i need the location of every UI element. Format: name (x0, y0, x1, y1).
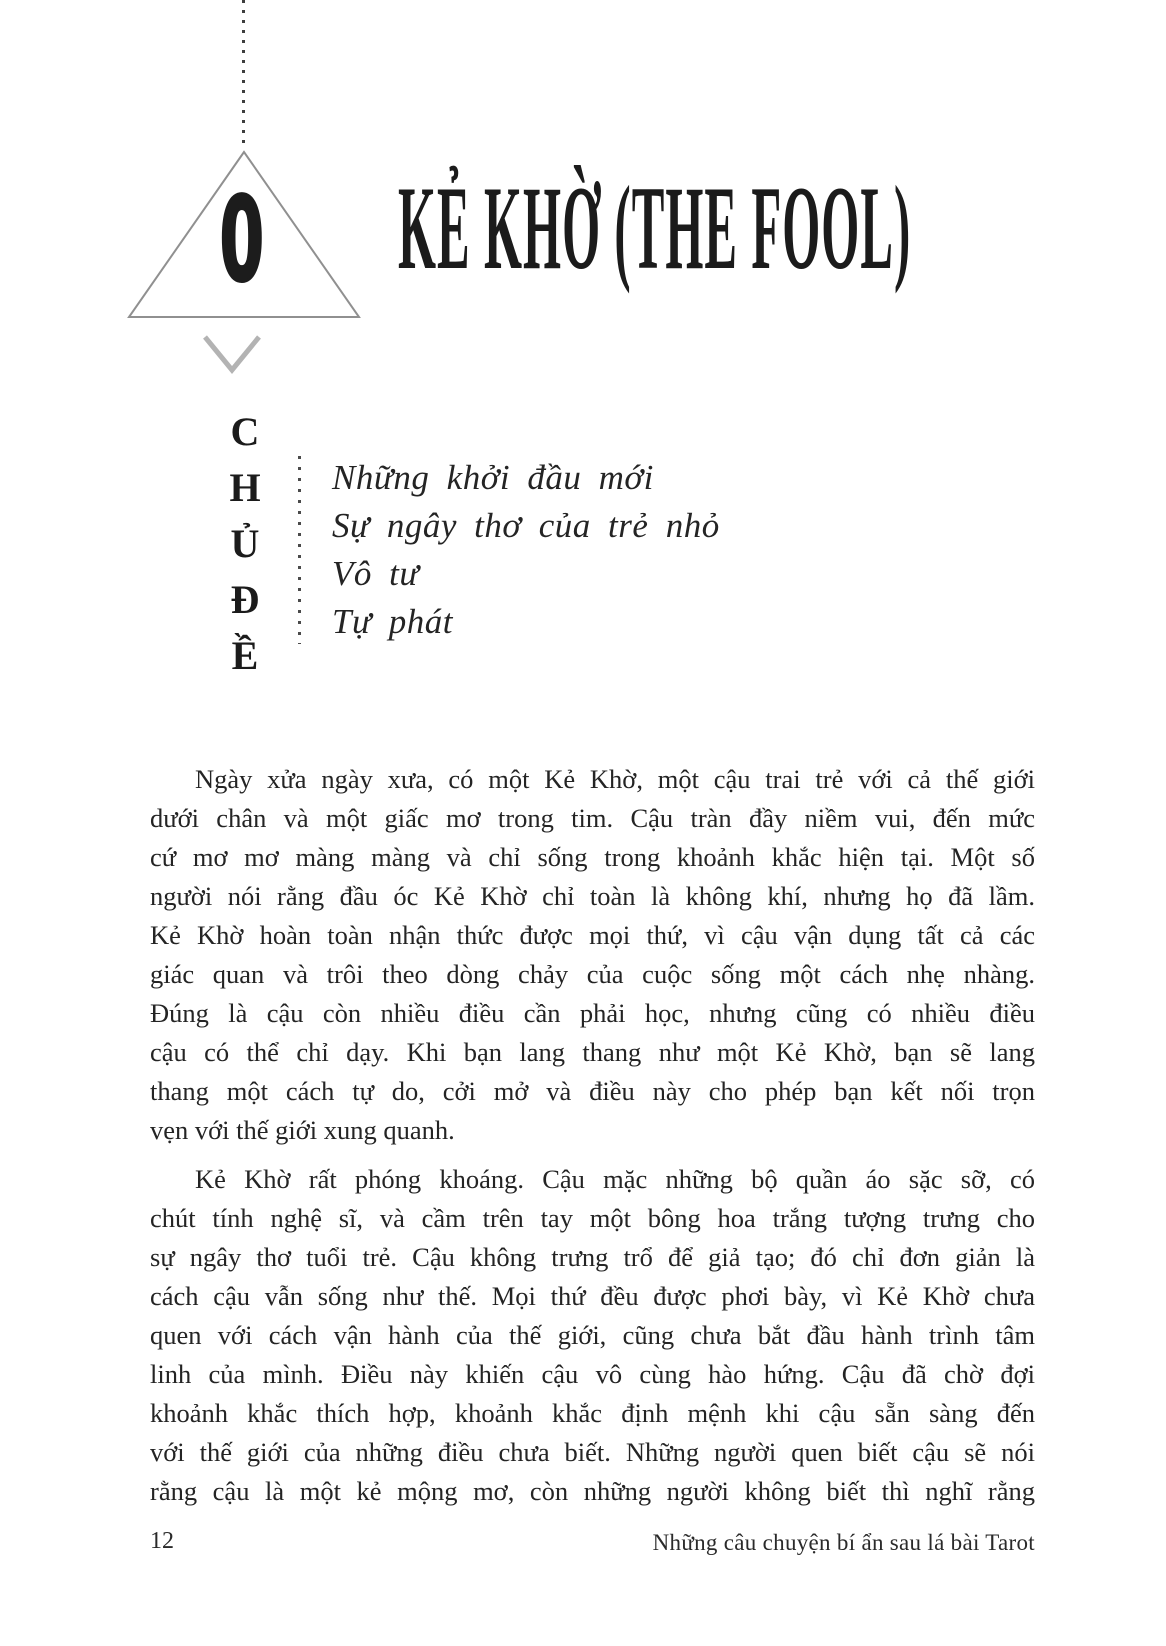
body-line: cậu có thể chỉ dạy. Khi bạn lang thang như một Kẻ Khờ, bạn sẽ lang (150, 1037, 1035, 1067)
running-title: Những câu chuyện bí ẩn sau lá bài Tarot (652, 1530, 1035, 1555)
chapter-title: KẺ KHỜ (THE FOOL) (398, 161, 912, 295)
theme-label-letter: H (229, 465, 261, 510)
body-line: Ngày xửa ngày xưa, có một Kẻ Khờ, một cậu trai trẻ với cả thế giới (195, 764, 1035, 794)
body-line: Kẻ Khờ rất phóng khoáng. Cậu mặc những bộ quần áo sặc sỡ, có (195, 1164, 1035, 1194)
page-number: 12 (150, 1528, 174, 1554)
body-line: sự ngây thơ tuổi trẻ. Cậu không trưng trổ để giả tạo; đó chỉ đơn giản là (150, 1242, 1035, 1272)
body-line: vẹn với thế giới xung quanh. (150, 1115, 455, 1145)
theme-item: Những khởi đầu mới (332, 458, 654, 497)
theme-item: Vô tư (332, 554, 419, 593)
chevron-down-icon (202, 334, 262, 376)
body-line: với thế giới của những điều chưa biết. Những người quen biết cậu sẽ nói (150, 1437, 1035, 1467)
hanging-dotted-line (242, 0, 245, 147)
paragraph (150, 760, 1035, 1150)
body-line: linh của mình. Điều này khiến cậu vô cùng hào hứng. Cậu đã chờ đợi (150, 1359, 1035, 1389)
body-line: thang một cách tự do, cởi mở và điều này cho phép bạn kết nối trọn (150, 1076, 1035, 1106)
body-line: quen với cách vận hành của thế giới, cũng chưa bắt đầu hành trình tâm (150, 1320, 1035, 1350)
theme-list (332, 454, 720, 646)
theme-dotted-divider (298, 456, 301, 644)
theme-label-letter: C (230, 409, 260, 454)
body-line: cách cậu vẫn sống như thế. Mọi thứ đều được phơi bày, vì Kẻ Khờ chưa (150, 1281, 1035, 1311)
theme-label-letter: Ủ (230, 521, 260, 566)
body-line: Kẻ Khờ hoàn toàn nhận thức được mọi thứ, vì cậu vận dụng tất cả các (150, 920, 1035, 950)
body-line: giác quan và trôi theo dòng chảy của cuộc sống một cách nhẹ nhàng. (150, 959, 1035, 989)
paragraph (150, 1160, 1035, 1511)
theme-label-letter: Đ (230, 577, 260, 622)
theme-label-letter: Ề (231, 633, 259, 678)
body-line: rằng cậu là một kẻ mộng mơ, còn những người không biết thì nghĩ rằng (150, 1476, 1035, 1506)
chapter-number: 0 (219, 173, 265, 308)
theme-item: Tự phát (332, 602, 454, 641)
body-text (150, 760, 1035, 1511)
theme-item: Sự ngây thơ của trẻ nhỏ (332, 506, 720, 545)
body-line: Đúng là cậu còn nhiều điều cần phải học, nhưng cũng có nhiều điều (150, 998, 1035, 1028)
body-line: cứ mơ mơ màng màng và chỉ sống trong khoảnh khắc hiện tại. Một số (150, 842, 1035, 872)
body-line: chút tính nghệ sĩ, và cầm trên tay một bông hoa trắng tượng trưng cho (150, 1203, 1035, 1233)
body-line: khoảnh khắc thích hợp, khoảnh khắc định mệnh khi cậu sẵn sàng đến (150, 1398, 1035, 1428)
body-line: dưới chân và một giấc mơ trong tim. Cậu tràn đầy niềm vui, đến mức (150, 803, 1035, 833)
body-line: người nói rằng đầu óc Kẻ Khờ chỉ toàn là không khí, nhưng họ đã lầm. (150, 881, 1035, 911)
theme-label-vertical (225, 404, 265, 684)
